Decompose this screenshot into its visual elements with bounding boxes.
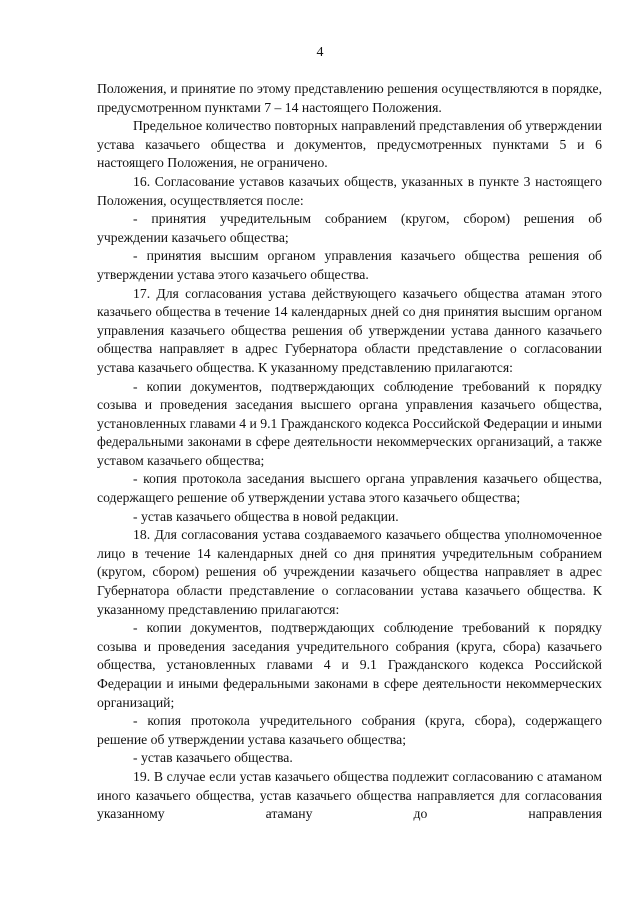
list-item: - копия протокола учредительного собрания (круга, сбора), содержащего решение об утверждении устава казачьего общества; — [97, 713, 602, 747]
paragraph-item-17: 17. Для согласования устава действующего казачьего общества атаман этого казачьего общества в течение 14 календарных дней со дня принятия высшим органом управления казачьего общества решения об утверждении устава данного казачьего общества направляет в адрес Губернатора области представление о согласовании устава казачьего общества. К указанному представлению прилагаются: — [97, 285, 602, 375]
list-item: - копии документов, подтверждающих соблюдение требований к порядку созыва и проведения заседания высшего органа управления казачьего общества, установленных главами 4 и 9.1 Гражданского кодекса Российской Федерации и иными федеральными законами в сфере деятельности некоммерческих организаций, а также уставом казачьего общества; — [97, 378, 602, 468]
paragraph-continuation: Положения, и принятие по этому представлению решения осуществляются в порядке, предусмотренном пунктами 7 – 14 настоящего Положения. — [97, 81, 602, 115]
paragraph-item-18: 18. Для согласования устава создаваемого казачьего общества уполномоченное лицо в течение 14 календарных дней со дня принятия учредительным собранием (кругом, сбором) решения об учреждении казачьего общества направляет в адрес Губернатора области представление о согласовании устава казачьего общества. К указанному представлению прилагаются: — [97, 527, 602, 617]
paragraph-resubmission-limit: Предельное количество повторных направлений представления об утверждении устава казачьего общества и документов, предусмотренных пунктами 5 и 6 настоящего Положения, не ограничено. — [97, 118, 602, 171]
paragraph-item-19: 19. В случае если устав казачьего общества подлежит согласованию с атаманом иного казачьего общества, устав казачьего общества направляется для согласования указанному атаману до направления — [97, 768, 602, 822]
list-item: - устав казачьего общества в новой редакции. — [133, 508, 399, 524]
list-item: - принятия учредительным собранием (кругом, сбором) решения об учреждении казачьего общества; — [97, 211, 602, 245]
page-number: 4 — [316, 45, 324, 60]
list-item: - устав казачьего общества. — [133, 750, 293, 766]
document-body — [97, 80, 602, 824]
list-item: - копии документов, подтверждающих соблюдение требований к порядку созыва и проведения заседания учредительного собрания (круга, сбора) казачьего общества, установленных главами 4 и 9.1 Гражданского кодекса Российской Федерации и иными федеральными законами в сфере деятельности некоммерческих организаций; — [97, 620, 602, 710]
paragraph-item-16: 16. Согласование уставов казачьих обществ, указанных в пункте 3 настоящего Положения, осуществляется после: — [97, 173, 602, 208]
list-item: - принятия высшим органом управления казачьего общества решения об утверждении устава этого казачьего общества. — [97, 248, 602, 282]
list-item: - копия протокола заседания высшего органа управления казачьего общества, содержащего решение об утверждении устава этого казачьего общества; — [97, 471, 602, 506]
